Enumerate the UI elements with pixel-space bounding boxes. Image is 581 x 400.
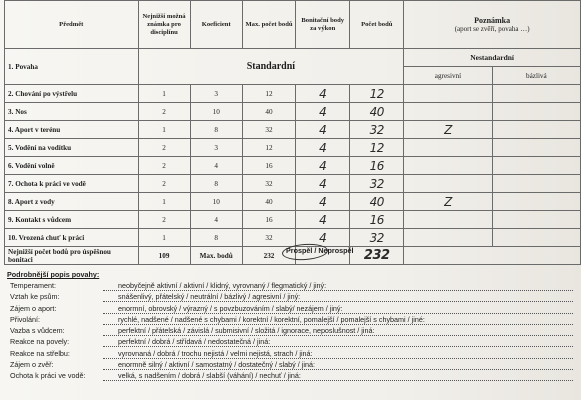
total-label: Nejnižší počet bodů pro úspěšnou bonitaci [5, 247, 139, 265]
detail-dotted-line [103, 301, 573, 302]
header-koef: Koeficient [190, 1, 242, 49]
row-bonit: 4 [319, 176, 327, 191]
total-score-cell [350, 247, 404, 265]
detail-options: neobyčejně aktivní / aktivní / klidný, vyrovnaný / flegmatický / jiný: [118, 281, 327, 290]
row-pocet-cell [350, 229, 404, 247]
score-row [5, 229, 581, 247]
row-pocet-cell [350, 175, 404, 193]
povaha-label: 1. Povaha [5, 49, 139, 85]
row-bonit: 4 [319, 194, 327, 209]
row-koef-cell [190, 139, 242, 157]
row-pocet: 16 [369, 212, 384, 227]
row-koef: 8 [214, 179, 218, 188]
row-note-cell [404, 121, 492, 139]
details-title: Podrobnější popis povahy: [7, 270, 100, 279]
povaha-agresivni: agresivní [404, 67, 492, 85]
row-name-cell [5, 121, 139, 139]
row-name: 6. Vodění volně [8, 161, 55, 170]
detail-options: velká, s nadšením / dobrá / slabší (váhání) / nechuť / jiná: [118, 371, 301, 381]
row-name: 5. Vodění na vodítku [8, 143, 72, 152]
row-name: 9. Kontakt s vůdcem [8, 215, 72, 224]
row-max-cell [242, 175, 295, 193]
detail-dotted-line [103, 358, 573, 359]
row-note-cell [404, 229, 492, 247]
row-koef: 4 [214, 161, 218, 170]
row-koef-cell [190, 157, 242, 175]
detail-label: Vztah ke psům: [10, 292, 60, 302]
detail-row [7, 292, 579, 303]
row-pocet: 32 [369, 230, 384, 245]
row-bonit: 4 [319, 230, 327, 245]
row-min: 2 [162, 161, 166, 170]
detail-options: enormní, obrovský / výrazný / s povzbuzováním / slabý/ nezájem / jiný: [118, 303, 343, 313]
row-note-cell [404, 103, 492, 121]
row-name-cell [5, 157, 139, 175]
row-min: 1 [162, 233, 166, 242]
detail-label: Ochota k práci ve vodě: [10, 371, 86, 381]
row-koef: 3 [214, 89, 218, 98]
row-note-empty-cell [492, 157, 580, 175]
povaha-standard-cell [138, 49, 404, 85]
detail-label: Zájem o aport: [10, 303, 57, 313]
row-max: 40 [265, 197, 273, 206]
row-name-cell [5, 211, 139, 229]
row-note-empty-cell [492, 121, 580, 139]
row-bonit-cell [296, 193, 350, 211]
row-pocet-cell [350, 103, 404, 121]
detail-label: Přivolání: [10, 314, 40, 324]
detail-dotted-line [103, 380, 573, 381]
row-min: 1 [162, 197, 166, 206]
row-koef-cell [190, 103, 242, 121]
row-pocet-cell [350, 139, 404, 157]
score-row [5, 85, 581, 103]
row-koef-cell [190, 193, 242, 211]
povaha-nestandardni: Nestandardní [404, 49, 581, 67]
detail-row [7, 371, 579, 382]
row-bonit: 4 [319, 212, 327, 227]
row-min: 2 [162, 143, 166, 152]
temperament-details [7, 270, 579, 383]
detail-row [7, 349, 579, 360]
row-min-cell [138, 103, 190, 121]
row-bonit-cell [296, 85, 350, 103]
header-max: Max. počet bodů [242, 1, 295, 49]
row-pocet-cell [350, 157, 404, 175]
score-row [5, 103, 581, 121]
header-poznamka [404, 1, 581, 49]
detail-row [7, 326, 579, 337]
row-min-cell [138, 121, 190, 139]
row-note-cell [404, 175, 492, 193]
detail-label: Reakce na střelbu: [10, 348, 70, 358]
row-name-cell [5, 229, 139, 247]
detail-label: Temperament: [10, 281, 56, 290]
row-min-cell [138, 193, 190, 211]
total-max-label: Max. bodů [190, 247, 242, 265]
detail-row [7, 337, 579, 348]
row-note-empty-cell [492, 211, 580, 229]
detail-options: vyrovnaná / dobrá / trochu nejistá / velmi nejistá, strach / jiná: [118, 348, 313, 358]
row-koef-cell [190, 175, 242, 193]
detail-options: perfektní / přátelská / závislá / submisivní / složitá / ignorace, neposlušnost / jiná: [118, 326, 375, 336]
row-max: 12 [265, 89, 273, 98]
row-bonit-cell [296, 175, 350, 193]
row-note-cell [404, 211, 492, 229]
total-score: 232 [363, 248, 390, 263]
row-note-empty-cell [492, 139, 580, 157]
row-note-cell [404, 139, 492, 157]
total-note-empty [404, 247, 581, 265]
detail-label: Reakce na povely: [10, 337, 70, 347]
row-pocet-cell [350, 193, 404, 211]
row-max: 32 [265, 125, 273, 134]
score-row [5, 211, 581, 229]
row-max-cell [242, 85, 295, 103]
row-koef: 8 [214, 125, 218, 134]
row-pocet: 32 [369, 176, 384, 191]
row-max: 12 [265, 143, 273, 152]
row-max: 16 [265, 215, 273, 224]
row-pocet-cell [350, 85, 404, 103]
row-bonit-cell [296, 121, 350, 139]
row-koef-cell [190, 85, 242, 103]
row-name: 7. Ochota k práci ve vodě [8, 179, 86, 188]
row-max: 40 [265, 107, 273, 116]
row-min-cell [138, 211, 190, 229]
row-max-cell [242, 103, 295, 121]
row-max-cell [242, 211, 295, 229]
row-koef: 3 [214, 143, 218, 152]
row-bonit: 4 [319, 158, 327, 173]
row-pocet: 16 [369, 158, 384, 173]
row-note-cell [404, 193, 492, 211]
row-max: 16 [265, 161, 273, 170]
row-max-cell [242, 121, 295, 139]
detail-row [7, 281, 579, 292]
row-note-empty-cell [492, 85, 580, 103]
row-min: 2 [162, 107, 166, 116]
detail-options: snášenlivý, přátelský / neutrální / bázlivý / agresivní / jiný: [118, 292, 301, 302]
row-name: 2. Chování po výstřelu [8, 89, 78, 98]
row-max: 32 [265, 233, 273, 242]
row-note-cell [404, 157, 492, 175]
header-bonit: Bonitační body za výkon [296, 1, 350, 49]
row-note-empty-cell [492, 175, 580, 193]
row-min-cell [138, 85, 190, 103]
score-row [5, 157, 581, 175]
row-bonit-cell [296, 157, 350, 175]
row-pocet: 32 [369, 122, 384, 137]
row-koef-cell [190, 211, 242, 229]
row-name-cell [5, 193, 139, 211]
score-row [5, 139, 581, 157]
row-name: 8. Aport z vody [8, 197, 55, 206]
row-koef: 10 [212, 107, 220, 116]
row-bonit: 4 [319, 140, 327, 155]
total-max-value: 232 [242, 247, 295, 265]
row-name-cell [5, 175, 139, 193]
header-predmet: Předmět [5, 1, 139, 49]
row-name-cell [5, 103, 139, 121]
row-name-cell [5, 85, 139, 103]
detail-options: rychlé, nadšené / nadšené s chybami / korektní / korektní, pomalejší / pomalejší s chybami / jiné: [118, 314, 425, 324]
score-rows [5, 85, 581, 247]
row-pocet: 12 [369, 140, 384, 155]
povaha-standardni: Standardní [246, 61, 296, 72]
row-name: 10. Vrozená chuť k práci [8, 233, 85, 242]
row-note-empty-cell [492, 103, 580, 121]
row-name: 4. Aport v terénu [8, 125, 61, 134]
details-rows [7, 281, 579, 383]
row-max-cell [242, 139, 295, 157]
detail-dotted-line [103, 290, 573, 291]
detail-options: perfektní / dobrá / střídavá / nedostatečná / jiná: [118, 337, 271, 347]
row-bonit: 4 [319, 104, 327, 119]
row-min-cell [138, 139, 190, 157]
scores-table [4, 0, 581, 265]
row-min: 1 [162, 125, 166, 134]
povaha-bazliva: bázlivá [492, 67, 580, 85]
row-min-cell [138, 229, 190, 247]
total-min-value: 109 [138, 247, 190, 265]
row-pocet-cell [350, 211, 404, 229]
row-min: 2 [162, 179, 166, 188]
detail-label: Vazba s vůdcem: [10, 326, 65, 336]
score-row [5, 193, 581, 211]
row-note-empty-cell [492, 229, 580, 247]
row-pocet: 40 [369, 194, 384, 209]
row-min-cell [138, 175, 190, 193]
score-row [5, 121, 581, 139]
detail-dotted-line [103, 335, 573, 336]
row-pocet: 12 [369, 86, 384, 101]
row-note: Z [444, 194, 452, 209]
row-koef: 4 [214, 215, 218, 224]
detail-label: Zájem o zvěř: [10, 360, 54, 370]
row-max: 32 [265, 179, 273, 188]
poznamka-title: Poznámka [474, 15, 511, 25]
detail-dotted-line [103, 313, 573, 314]
header-row [5, 1, 581, 49]
poznamka-subtitle: (aport se zvěří, povaha …) [454, 24, 530, 33]
header-pocet: Počet bodů [350, 1, 404, 49]
score-row [5, 175, 581, 193]
row-min: 2 [162, 215, 166, 224]
row-koef-cell [190, 121, 242, 139]
row-pocet-cell [350, 121, 404, 139]
result-text: Prospěl / Neprospěl [286, 246, 354, 255]
row-note: Z [444, 122, 452, 137]
row-name-cell [5, 139, 139, 157]
row-pocet: 40 [369, 104, 384, 119]
row-name: 3. Nos [8, 107, 27, 116]
row-bonit-cell [296, 211, 350, 229]
row-bonit: 4 [319, 122, 327, 137]
row-max-cell [242, 229, 295, 247]
detail-row [7, 304, 579, 315]
row-min: 1 [162, 89, 166, 98]
row-koef: 8 [214, 233, 218, 242]
row-bonit: 4 [319, 86, 327, 101]
row-povaha [5, 49, 581, 67]
row-max-cell [242, 193, 295, 211]
row-bonit-cell [296, 139, 350, 157]
row-koef-cell [190, 229, 242, 247]
detail-options: enormně silný / aktivní / samostatný / dostatečný / slabý / jiná: [118, 360, 315, 370]
row-min-cell [138, 157, 190, 175]
header-min: Nejnižší možná známka pro disciplínu [138, 1, 190, 49]
detail-dotted-line [103, 324, 573, 325]
row-bonit-cell [296, 103, 350, 121]
row-note-empty-cell [492, 193, 580, 211]
detail-dotted-line [103, 346, 573, 347]
row-note-cell [404, 85, 492, 103]
row-max-cell [242, 157, 295, 175]
detail-row [7, 360, 579, 371]
detail-dotted-line [103, 369, 573, 370]
detail-row [7, 315, 579, 326]
row-koef: 10 [212, 197, 220, 206]
